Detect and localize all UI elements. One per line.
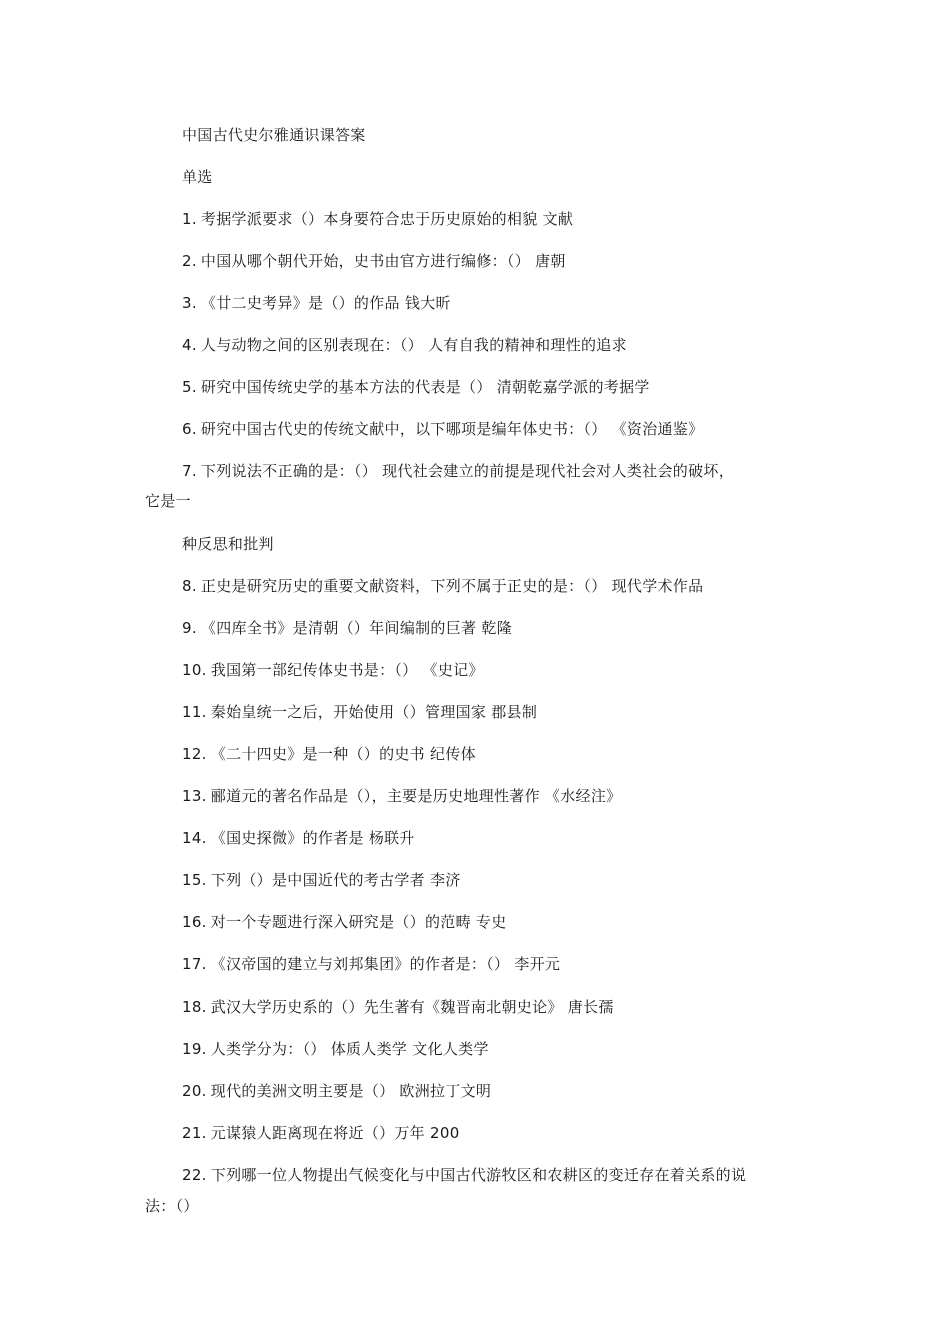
question-20 — [182, 1081, 491, 1101]
question-11 — [182, 702, 537, 722]
question-text: 《国史探微》的作者是 杨联升 — [210, 829, 415, 847]
question-number: 11. — [182, 703, 207, 721]
question-text: 元谋猿人距离现在将近（）万年 200 — [210, 1124, 460, 1142]
question-number: 12. — [182, 745, 207, 763]
question-number: 4. — [182, 336, 197, 354]
question-15 — [182, 870, 461, 890]
question-number: 6. — [182, 420, 197, 438]
question-9 — [182, 618, 512, 638]
question-text: 《汉帝国的建立与刘邦集团》的作者是：（） 李开元 — [210, 955, 561, 973]
question-number: 16. — [182, 913, 207, 931]
question-number: 3. — [182, 294, 197, 312]
question-7-continuation-2: 种反思和批判 — [182, 535, 274, 553]
question-number: 20. — [182, 1082, 207, 1100]
question-number: 17. — [182, 955, 207, 973]
question-text: 人类学分为：（） 体质人类学 文化人类学 — [210, 1040, 489, 1058]
question-number: 5. — [182, 378, 197, 396]
section-heading: 单选 — [182, 168, 213, 186]
question-3 — [182, 293, 451, 313]
question-text: 考据学派要求（）本身要符合忠于历史原始的相貌 文献 — [200, 210, 574, 228]
question-number: 19. — [182, 1040, 207, 1058]
question-text: 研究中国传统史学的基本方法的代表是（） 清朝乾嘉学派的考据学 — [200, 378, 650, 396]
question-text: 正史是研究历史的重要文献资料，下列不属于正史的是：（） 现代学术作品 — [200, 577, 704, 595]
question-text: 人与动物之间的区别表现在：（） 人有自我的精神和理性的追求 — [200, 336, 627, 354]
question-number: 14. — [182, 829, 207, 847]
question-text: 中国从哪个朝代开始，史书由官方进行编修：（） 唐朝 — [200, 252, 566, 270]
question-number: 1. — [182, 210, 197, 228]
question-10 — [182, 660, 484, 680]
question-number: 18. — [182, 998, 207, 1016]
question-number: 2. — [182, 252, 197, 270]
question-12 — [182, 744, 476, 764]
question-number: 22. — [182, 1166, 207, 1184]
question-4 — [182, 335, 627, 355]
question-19 — [182, 1039, 489, 1059]
question-8 — [182, 576, 703, 596]
document-title: 中国古代史尔雅通识课答案 — [182, 126, 366, 144]
question-17 — [182, 954, 560, 974]
question-text: 秦始皇统一之后，开始使用（）管理国家 郡县制 — [210, 703, 538, 721]
question-number: 13. — [182, 787, 207, 805]
question-text: 研究中国古代史的传统文献中，以下哪项是编年体史书：（） 《资治通鉴》 — [200, 420, 704, 438]
question-text: 下列（）是中国近代的考古学者 李济 — [210, 871, 461, 889]
question-number: 7. — [182, 462, 197, 480]
question-text: 《四库全书》是清朝（）年间编制的巨著 乾隆 — [200, 619, 512, 637]
question-text: 《二十四史》是一种（）的史书 纪传体 — [210, 745, 476, 763]
question-number: 15. — [182, 871, 207, 889]
question-text: 《廿二史考异》是（）的作品 钱大昕 — [200, 294, 451, 312]
question-text: 我国第一部纪传体史书是：（） 《史记》 — [210, 661, 484, 679]
question-number: 10. — [182, 661, 207, 679]
question-2 — [182, 251, 566, 271]
question-number: 9. — [182, 619, 197, 637]
question-text: 郦道元的著名作品是（），主要是历史地理性著作 《水经注》 — [210, 787, 622, 805]
question-21 — [182, 1123, 460, 1143]
question-6 — [182, 419, 703, 439]
question-number: 21. — [182, 1124, 207, 1142]
question-22-continuation: 法：（） — [145, 1197, 199, 1215]
question-13 — [182, 786, 621, 806]
question-14 — [182, 828, 415, 848]
question-7-continuation: 它是一 — [145, 492, 191, 510]
question-1 — [182, 209, 573, 229]
question-number: 8. — [182, 577, 197, 595]
question-text: 下列哪一位人物提出气候变化与中国古代游牧区和农耕区的变迁存在着关系的说 — [210, 1166, 747, 1184]
question-16 — [182, 912, 507, 932]
question-7 — [182, 461, 734, 481]
question-5 — [182, 377, 650, 397]
question-text: 对一个专题进行深入研究是（）的范畴 专史 — [210, 913, 507, 931]
question-text: 武汉大学历史系的（）先生著有《魏晋南北朝史论》 唐长孺 — [210, 998, 614, 1016]
question-text: 现代的美洲文明主要是（） 欧洲拉丁文明 — [210, 1082, 492, 1100]
question-22 — [182, 1165, 746, 1185]
question-text: 下列说法不正确的是：（） 现代社会建立的前提是现代社会对人类社会的破坏， — [200, 462, 734, 480]
question-18 — [182, 997, 614, 1017]
